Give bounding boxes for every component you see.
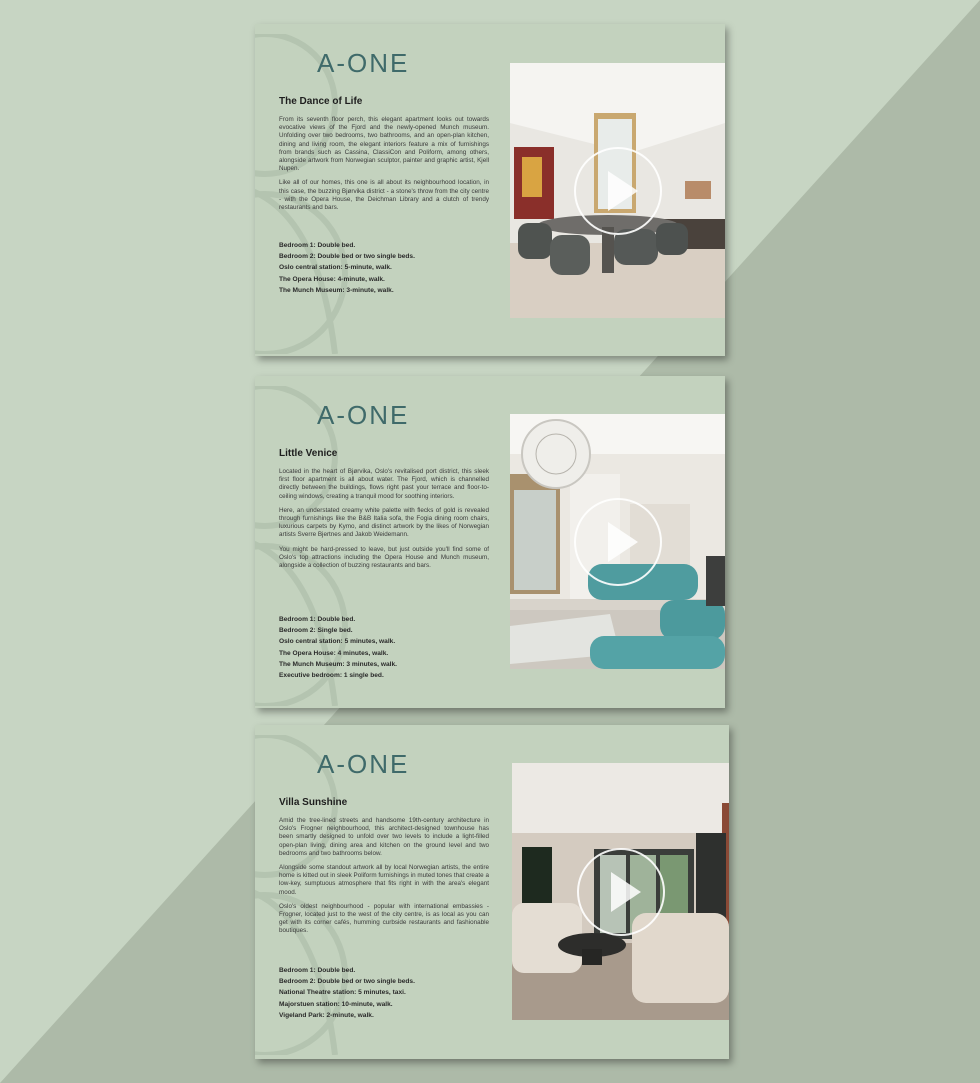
- fact-item: Bedroom 2: Double bed or two single beds.: [279, 978, 415, 986]
- listing-card-villa-sunshine: [255, 725, 729, 1059]
- play-icon[interactable]: [574, 147, 662, 235]
- description-paragraph: Here, an understated creamy white palette with flecks of gold is revealed through furnishings like the B&B Italia sofa, the Fogia dining room chairs, luxurious carpets by Kymo, and distinct artwork by the likes of Norwegian artists Sverre Bjertnes and Jakob Weidemann.: [279, 506, 489, 539]
- brand-logo: A-ONE: [317, 400, 410, 430]
- description-paragraph: Amid the tree-lined streets and handsome 19th-century architecture in Oslo's Frogner neighbourhood, this architect-designed townhouse has been smartly designed to unfold over two levels to include a light-filled open-plan living, dining area and kitchen on the ground level and two bedrooms and two bathrooms below.: [279, 817, 489, 857]
- fact-item: Bedroom 1: Double bed.: [279, 616, 356, 623]
- fact-item: Bedroom 2: Double bed or two single beds.: [279, 253, 415, 261]
- fact-item: Bedroom 1: Double bed.: [279, 967, 356, 974]
- fact-item: The Munch Museum: 3 minutes, walk.: [279, 660, 397, 668]
- listing-video-thumbnail[interactable]: [510, 63, 725, 318]
- fact-item: Oslo central station: 5 minutes, walk.: [279, 638, 396, 646]
- description-paragraph: From its seventh floor perch, this elegant apartment looks out towards evocative views of the Fjord and the newly-opened Munch museum. Unfolding over two bedrooms, two bathrooms, and an open-plan kitchen, dining and living room, the elegant interiors feature a mix of furnishings from brands such as Cassina, ClassiCon and Poliform, among others, alongside artwork from Norwegian sculptor, painter and graphic artist, Kjell Nupen.: [279, 116, 489, 173]
- listing-video-thumbnail[interactable]: [510, 414, 725, 669]
- listing-title: The Dance of Life: [279, 96, 363, 107]
- fact-item: Bedroom 1: Double bed.: [279, 242, 356, 249]
- fact-item: Majorstuen station: 10-minute, walk.: [279, 1000, 393, 1008]
- description-paragraph: Oslo's oldest neighbourhood - popular with international embassies - Frogner, located just to the west of the city centre, is as local as you can get with its corner cafés, humming curbside restaurants and fashionable boutiques.: [279, 902, 489, 935]
- description-paragraph: Like all of our homes, this one is all about its neighbourhood location, in this case, the buzzing Bjørvika district - a stone's throw from the city centre - with the Opera House, the Deichman Library and a clutch of trendy restaurants and bars.: [279, 179, 489, 212]
- description-paragraph: Located in the heart of Bjørvika, Oslo's revitalised port district, this sleek first floor apartment is all about water. The Fjord, which is channelled directly between the buildings, flows right past your terrace and floor-to-ceiling windows, creating a tranquil mood for soothing interiors.: [279, 468, 489, 500]
- listing-title: Little Venice: [279, 448, 338, 459]
- listing-facts: [279, 614, 397, 681]
- listing-facts: [279, 965, 415, 1021]
- fact-item: Vigeland Park: 2-minute, walk.: [279, 1011, 374, 1019]
- listing-title: Villa Sunshine: [279, 797, 348, 808]
- listing-video-thumbnail[interactable]: [512, 763, 729, 1020]
- fact-item: The Opera House: 4 minutes, walk.: [279, 649, 389, 657]
- fact-item: Bedroom 2: Single bed.: [279, 627, 353, 635]
- play-icon[interactable]: [577, 848, 665, 936]
- listing-description: [279, 116, 489, 218]
- listing-description: [279, 817, 489, 942]
- fact-item: Executive bedroom: 1 single bed.: [279, 672, 384, 680]
- description-paragraph: Alongside some standout artwork all by local Norwegian artists, the entire home is kitted out in sleek Poliform furnishings in muted tones that create a low-key, sumptuous atmosphere that fits right in with the area's elegant mood.: [279, 864, 489, 896]
- fact-item: The Opera House: 4-minute, walk.: [279, 275, 385, 283]
- listing-card-dance-of-life: [255, 24, 725, 356]
- brand-logo: A-ONE: [317, 749, 410, 779]
- fact-item: The Munch Museum: 3-minute, walk.: [279, 286, 394, 294]
- listing-card-little-venice: [255, 376, 725, 708]
- brand-logo: A-ONE: [317, 48, 410, 78]
- play-icon[interactable]: [574, 498, 662, 586]
- description-paragraph: You might be hard-pressed to leave, but just outside you'll find some of Oslo's top attractions including the Opera House and Munch museum, alongside a collection of buzzing restaurants and bars.: [279, 545, 489, 570]
- fact-item: National Theatre station: 5 minutes, taxi.: [279, 989, 406, 997]
- fact-item: Oslo central station: 5-minute, walk.: [279, 264, 392, 272]
- listing-description: [279, 468, 489, 576]
- listing-facts: [279, 240, 415, 296]
